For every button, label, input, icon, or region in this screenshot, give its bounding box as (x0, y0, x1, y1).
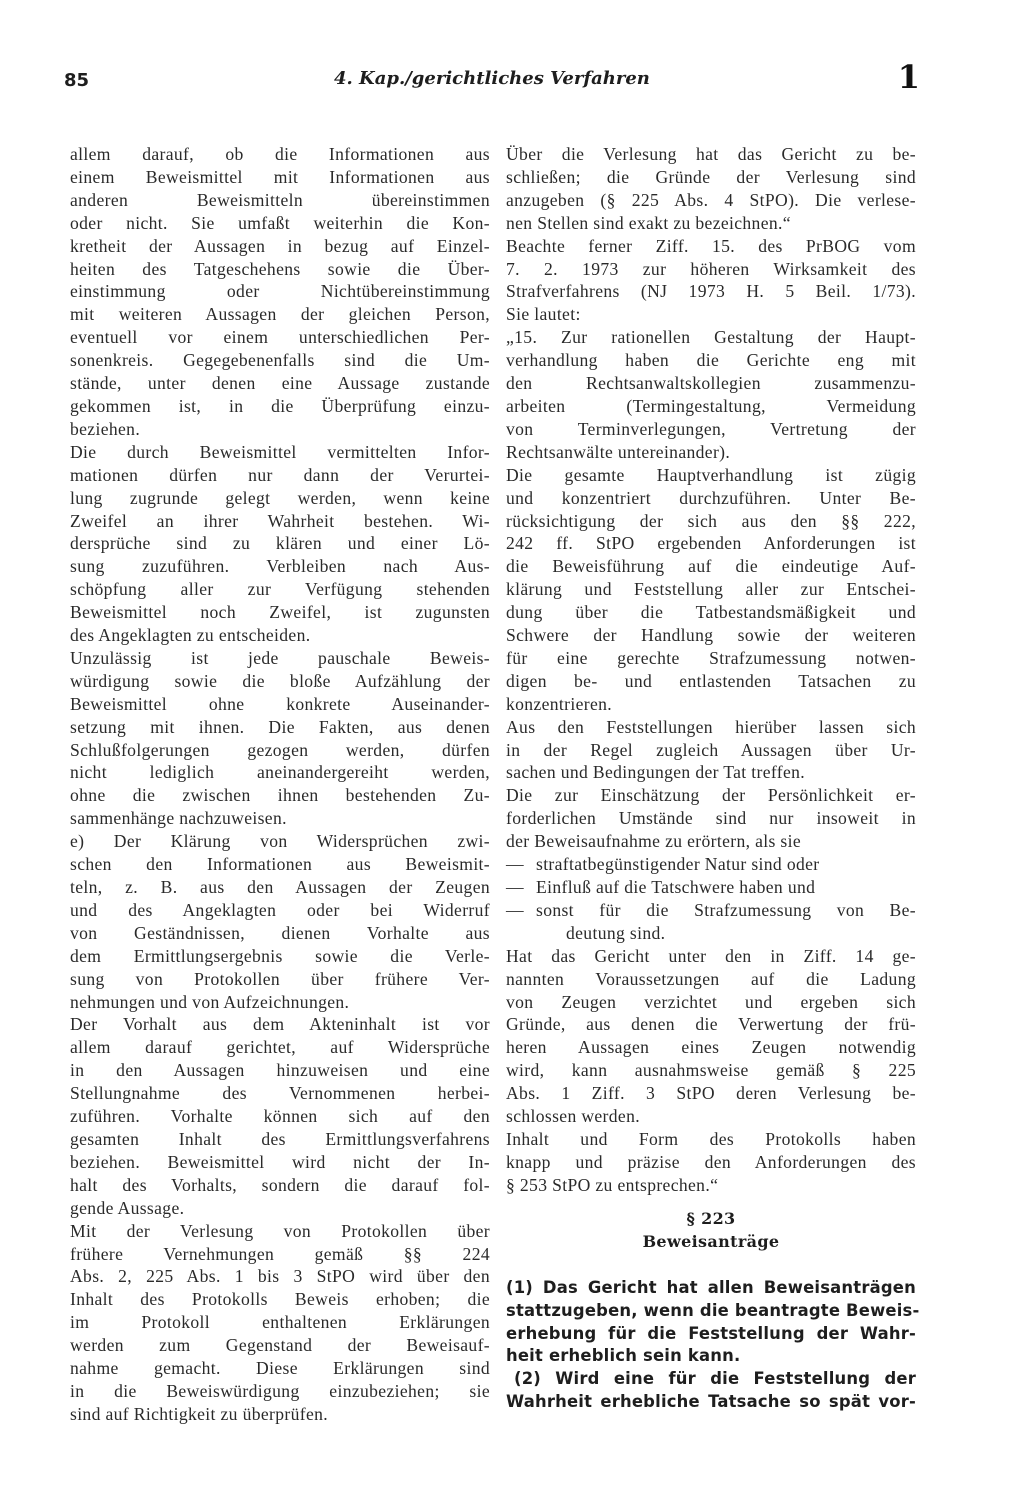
text-line: dersprüche sind zu klären und einer Lö- (70, 533, 490, 554)
text-line: knapp und präzise den Anforderungen des (506, 1151, 916, 1172)
page-header (64, 58, 920, 102)
text-line: sammenhänge nachzuweisen. (70, 808, 287, 829)
text-line: „15. Zur rationellen Gestaltung der Haupt- (506, 327, 916, 348)
text-line: Inhalt des Protokolls Beweis erhoben; die (70, 1289, 490, 1310)
text-line: und des Angeklagten oder bei Widerruf (70, 899, 490, 920)
text-line: verhandlung haben die Gerichte eng mit (506, 350, 916, 371)
dash-mark: — (506, 854, 524, 875)
text-line: stände, unter denen eine Aussage zustande (70, 373, 490, 394)
statute-line: (1) Das Gericht hat allen Beweisanträgen (506, 1277, 916, 1297)
text-line: im Protokoll enthaltenen Erklärungen (70, 1312, 490, 1333)
text-line: Strafverfahrens (NJ 1973 H. 5 Beil. 1/73). (506, 281, 916, 302)
statute-line: stattzugeben, wenn die beantragte Beweis- (506, 1300, 920, 1320)
text-line: Zweifel an ihrer Wahrheit bestehen. Wi- (70, 510, 490, 531)
section-title: Beweisanträge (642, 1231, 780, 1251)
dash-list-item (506, 853, 916, 876)
text-line: rücksichtigung der sich aus den §§ 222, (506, 510, 916, 531)
dash-mark: — (506, 899, 524, 920)
text-line: allem darauf, ob die Informationen aus (70, 144, 490, 164)
text-line: Beweismittel noch Zweifel, ist zugunsten (70, 602, 490, 623)
text-line: sind auf Richtigkeit zu überprüfen. (70, 1403, 329, 1424)
text-line: dem Ermittlungsergebnis sowie die Verle- (70, 945, 490, 966)
text-line: konzentrieren. (506, 693, 613, 714)
statute-line: Wahrheit erhebliche Tatsache so spät vor- (506, 1392, 916, 1412)
text-line: digen be- und entlastenden Tatsachen zu (506, 670, 916, 691)
statute-line: erhebung für die Feststellung der Wahr- (506, 1323, 916, 1343)
right-column (506, 143, 920, 1414)
text-line: Schlußfolgerungen gezogen werden, dürfen (70, 739, 490, 760)
text-line: beziehen. (70, 418, 141, 439)
text-line: e) Der Klärung von Widersprüchen zwi- (70, 831, 490, 852)
text-line: und konzentriert durchzuführen. Unter Be- (506, 487, 916, 508)
text-line: den Rechtsanwaltskollegien zusammenzu- (506, 373, 916, 394)
running-head: 4. Kap./gerichtliches Verfahren (334, 68, 650, 89)
text-line: kretheit der Aussagen in bezug auf Einzel- (70, 235, 490, 256)
text-line: Stellungnahme des Vernommenen herbei- (70, 1083, 490, 1104)
text-line: gesamten Inhalt des Ermittlungsverfahrens (70, 1128, 490, 1149)
text-line: Sie lautet: (506, 304, 581, 325)
text-line: würdigung sowie die bloße Aufzählung der (70, 670, 490, 691)
text-line: Aus den Feststellungen hierüber lassen sich (506, 716, 916, 737)
text-line: nannten Voraussetzungen auf die Ladung (506, 968, 916, 989)
text-line: heiten des Tatgeschehens sowie die Über- (70, 258, 490, 279)
text-line: nicht lediglich aneinandergereiht werden, (70, 762, 490, 783)
text-line: § 253 StPO zu entsprechen.“ (506, 1174, 719, 1195)
text-line: mit weiteren Aussagen der gleichen Person, (70, 304, 490, 325)
text-line: Abs. 1 Ziff. 3 StPO deren Verlesung be- (506, 1083, 916, 1104)
dash-list-item (506, 876, 916, 899)
text-line: ohne die zwischen ihnen bestehenden Zu- (70, 785, 490, 806)
text-line: der Beweisaufnahme zu erörtern, als sie (506, 831, 802, 852)
text-line: von Geständnissen, dienen Vorhalte aus (70, 922, 490, 943)
text-line: von Zeugen verzichtet und ergeben sich (506, 991, 916, 1012)
text-line: anzugeben (§ 225 Abs. 4 StPO). Die verlese- (506, 189, 916, 210)
text-line: Beachte ferner Ziff. 15. des PrBOG vom (506, 235, 916, 256)
text-line: 7. 2. 1973 zur höheren Wirksamkeit des (506, 258, 916, 279)
text-line: werden zum Gegenstand der Beweisauf- (70, 1335, 490, 1356)
text-line: arbeiten (Termingestaltung, Vermeidung (506, 395, 916, 416)
text-line: des Angeklagten zu entscheiden. (70, 625, 311, 646)
text-line: 242 ff. StPO ergebenden Anforderungen ist (506, 533, 916, 554)
text-line: teln, z. B. aus den Aussagen der Zeugen (70, 877, 490, 897)
text-line: Mit der Verlesung von Protokollen über (70, 1220, 490, 1241)
text-line: einstimmung oder Nichtübereinstimmung (70, 281, 490, 302)
text-line: mationen dürfen nur dann der Verurtei- (70, 464, 490, 485)
text-line: forderlichen Umstände sind nur insoweit in (506, 808, 916, 829)
text-line: anderen Beweismitteln übereinstimmen (70, 189, 490, 210)
text-line: Die durch Beweismittel vermittelten Infor- (70, 441, 490, 462)
section-number: § 223 (686, 1208, 736, 1228)
text-line: Gründe, aus denen die Verwertung der frü- (506, 1014, 916, 1035)
text-line: schlossen werden. (506, 1106, 640, 1127)
statute-line: heit erheblich sein kann. (506, 1346, 741, 1366)
text-line: allem darauf gerichtet, auf Widersprüche (70, 1037, 490, 1058)
left-column (70, 143, 490, 1426)
text-line: nahme gemacht. Diese Erklärungen sind (70, 1358, 490, 1379)
text-line: schließen; die Gründe der Verlesung sind (506, 166, 916, 187)
text-line: lung zugrunde gelegt werden, wenn keine (70, 487, 490, 508)
text-line: beziehen. Beweismittel wird nicht der In- (70, 1151, 490, 1172)
text-line: gekommen ist, in die Überprüfung einzu- (70, 395, 490, 416)
text-line: gende Aussage. (70, 1197, 185, 1218)
text-line: schen den Informationen aus Beweismit- (70, 854, 490, 875)
text-line: Die gesamte Hauptverhandlung ist zügig (506, 464, 916, 485)
text-line: in die Beweiswürdigung einzubeziehen; sie (70, 1380, 490, 1401)
text-line: setzung mit ihnen. Die Fakten, aus denen (70, 716, 490, 737)
text-line: halt des Vorhalts, sondern die darauf fol- (70, 1174, 490, 1195)
dash-item-continuation: deutung sind. (566, 922, 666, 943)
text-line: Beweismittel ohne konkrete Auseinander- (70, 693, 490, 714)
text-line: oder nicht. Sie umfaßt weiterhin die Kon- (70, 212, 490, 233)
dash-item-text: Einfluß auf die Tatschwere haben und (536, 877, 816, 897)
text-line: in den Aussagen hinzuweisen und eine (70, 1060, 490, 1081)
dash-list-item (506, 899, 916, 922)
text-line: Unzulässig ist jede pauschale Beweis- (70, 647, 490, 668)
text-line: Abs. 2, 225 Abs. 1 bis 3 StPO wird über den (70, 1266, 490, 1287)
dash-item-text: straftatbegünstigender Natur sind oder (536, 854, 820, 875)
text-line: in der Regel zugleich Aussagen über Ur- (506, 739, 916, 760)
statute-line: (2) Wird eine für die Feststellung der (514, 1369, 916, 1389)
text-line: Rechtsanwälte untereinander). (506, 441, 731, 462)
text-line: sonenkreis. Gegegebenenfalls sind die Um- (70, 350, 490, 371)
chapter-number: 1 (897, 58, 920, 96)
text-line: schöpfung aller zur Verfügung stehenden (70, 579, 490, 600)
text-line: sachen und Bedingungen der Tat treffen. (506, 762, 806, 783)
text-line: klärung und Feststellung aller zur Entschei- (506, 579, 916, 600)
text-line: Der Vorhalt aus dem Akteninhalt ist vor (70, 1014, 490, 1035)
text-line: wird, kann ausnahmsweise gemäß § 225 (506, 1060, 916, 1081)
text-line: von Terminverlegungen, Vertretung der (506, 418, 916, 439)
text-line: sung von Protokollen über frühere Ver- (70, 968, 490, 989)
dash-item-text: sonst für die Strafzumessung von Be- (536, 899, 916, 920)
text-line: Schwere der Handlung sowie der weiteren (506, 625, 916, 646)
text-line: Inhalt und Form des Protokolls haben (506, 1128, 916, 1149)
text-line: heren Aussagen eines Zeugen notwendig (506, 1037, 916, 1058)
page-number: 85 (64, 70, 90, 91)
text-line: sung zuzuführen. Verbleiben nach Aus- (70, 556, 490, 577)
text-line: frühere Vernehmungen gemäß §§ 224 (70, 1243, 490, 1264)
text-line: Über die Verlesung hat das Gericht zu be- (506, 144, 916, 164)
dash-mark: — (506, 877, 524, 897)
text-line: zuführen. Vorhalte können sich auf den (70, 1106, 490, 1127)
text-line: die Beweisführung auf die eindeutige Auf- (506, 556, 916, 577)
text-line: nehmungen und von Aufzeichnungen. (70, 991, 350, 1012)
text-line: eventuell vor einem unterschiedlichen Per- (70, 327, 490, 348)
text-line: dung über die Tatbestandsmäßigkeit und (506, 602, 916, 623)
text-line: Die zur Einschätzung der Persönlichkeit er- (506, 785, 916, 806)
text-line: Hat das Gericht unter den in Ziff. 14 ge- (506, 945, 916, 966)
text-line: für eine gerechte Strafzumessung notwen- (506, 647, 916, 668)
text-line: einem Beweismittel mit Informationen aus (70, 166, 490, 187)
text-line: nen Stellen sind exakt zu bezeichnen.“ (506, 212, 791, 233)
